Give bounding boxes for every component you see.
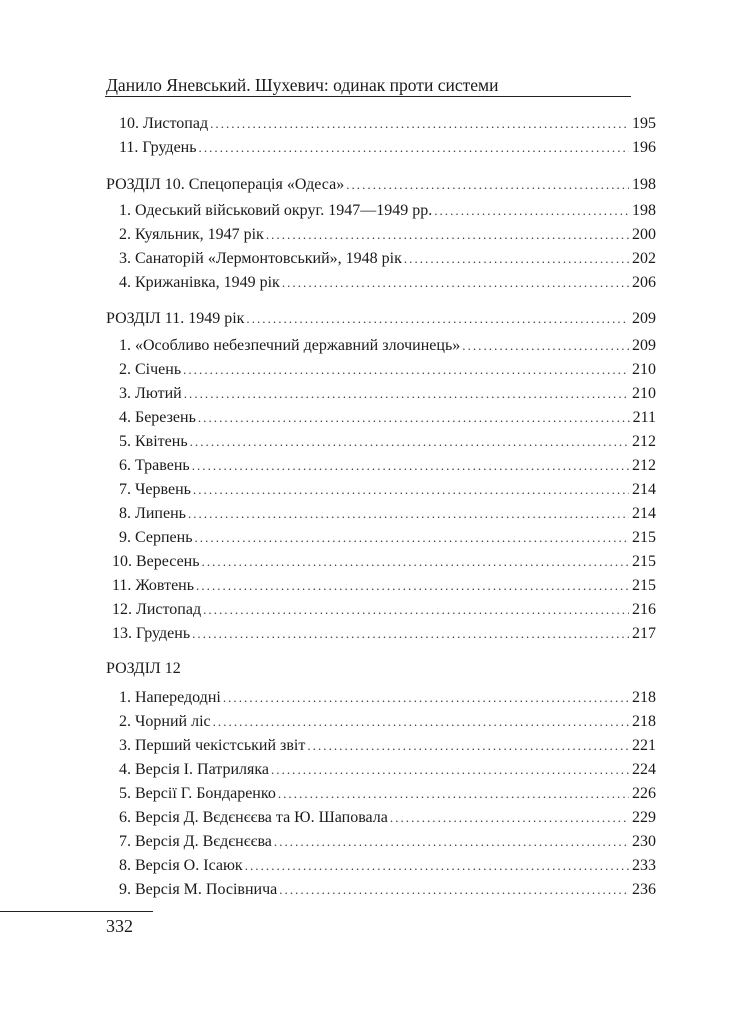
dot-leader: [346, 174, 629, 196]
toc-entry-page: 216: [632, 601, 656, 618]
toc-entry[interactable]: [119, 113, 656, 135]
toc-entry[interactable]: [119, 335, 656, 357]
toc-entry[interactable]: [119, 687, 656, 709]
dot-leader: [278, 783, 629, 805]
toc-entry-page: 212: [632, 457, 656, 474]
toc-entry[interactable]: [112, 623, 656, 645]
toc-entry-title: 10. Вересень: [112, 553, 200, 570]
toc-entry[interactable]: [119, 527, 656, 549]
toc-entry-page: 218: [632, 713, 656, 730]
toc-entry-title: 1. Одеський військовий округ. 1947—1949 рр.: [119, 202, 433, 219]
toc-chapter-heading[interactable]: [106, 174, 656, 196]
toc-entry[interactable]: [119, 879, 656, 901]
toc-entry-page: 215: [632, 529, 656, 546]
running-header: Данило Яневський. Шухевич: одинак проти системи: [106, 75, 499, 95]
page-number: 332: [106, 916, 133, 936]
toc-entry-page: 206: [632, 274, 656, 291]
toc-entry-title: РОЗДІЛ 10. Спецоперація «Одеса»: [106, 176, 345, 193]
dot-leader: [188, 503, 629, 525]
toc-entry[interactable]: [112, 575, 656, 597]
toc-entry[interactable]: [119, 137, 656, 159]
toc-chapter-heading[interactable]: РОЗДІЛ 12: [106, 660, 181, 677]
toc-entry-page: 200: [632, 226, 656, 243]
toc-entry-page: 198: [632, 202, 656, 219]
toc-entry[interactable]: [119, 807, 656, 829]
toc-entry-page: 210: [632, 361, 656, 378]
toc-entry-title: 12. Листопад: [112, 601, 202, 618]
toc-entry-title: 4. Версія І. Патриляка: [119, 761, 269, 778]
dot-leader: [282, 272, 629, 294]
toc-entry[interactable]: [119, 383, 656, 405]
toc-entry[interactable]: [119, 224, 656, 246]
toc-entry-title: 7. Червень: [119, 481, 191, 498]
toc-entry-title: РОЗДІЛ 11. 1949 рік: [106, 310, 245, 327]
dot-leader: [202, 551, 629, 573]
toc-entry-title: 3. Перший чекістський звіт: [119, 737, 306, 754]
toc-entry[interactable]: [119, 200, 656, 222]
dot-leader: [195, 527, 630, 549]
toc-entry[interactable]: [119, 759, 656, 781]
toc-entry-page: 215: [632, 553, 656, 570]
toc-entry-title: 13. Грудень: [112, 625, 191, 642]
dot-leader: [199, 137, 629, 159]
toc-entry-page: 224: [632, 761, 656, 778]
toc-entry-page: 226: [632, 785, 656, 802]
toc-entry-title: 11. Жовтень: [112, 577, 195, 594]
toc-entry-page: 218: [632, 689, 656, 706]
dot-leader: [404, 248, 629, 270]
footer-rule: [0, 911, 153, 912]
toc-entry-page: 215: [632, 577, 656, 594]
toc-entry-page: 212: [632, 433, 656, 450]
toc-entry-page: 209: [632, 310, 656, 327]
dot-leader: [213, 711, 629, 733]
toc-entry-page: 230: [632, 833, 656, 850]
dot-leader: [196, 575, 629, 597]
toc-entry-title: 10. Листопад: [119, 115, 209, 132]
toc-entry-page: 236: [632, 881, 656, 898]
toc-entry-title: 7. Версія Д. Вєдєнєєва: [119, 833, 272, 850]
dot-leader: [245, 855, 629, 877]
dot-leader: [434, 200, 629, 222]
toc-entry[interactable]: [119, 735, 656, 757]
dot-leader: [198, 407, 630, 429]
toc-entry-page: 217: [632, 625, 656, 642]
dot-leader: [246, 308, 629, 330]
toc-entry[interactable]: [119, 455, 656, 477]
dot-leader: [192, 455, 629, 477]
dot-leader: [266, 224, 629, 246]
toc-entry-title: 5. Версії Г. Бондаренко: [119, 785, 276, 802]
toc-entry[interactable]: [112, 599, 656, 621]
toc-entry-title: 5. Квітень: [119, 433, 188, 450]
toc-entry-page: 221: [632, 737, 656, 754]
toc-entry[interactable]: [119, 503, 656, 525]
toc-entry[interactable]: [119, 711, 656, 733]
dot-leader: [390, 807, 629, 829]
toc-entry-title: 2. Куяльник, 1947 рік: [119, 226, 264, 243]
toc-entry-page: 211: [632, 409, 656, 426]
toc-entry[interactable]: [119, 479, 656, 501]
toc-entry-title: 4. Крижанівка, 1949 рік: [119, 274, 280, 291]
toc-entry-page: 196: [632, 139, 656, 156]
toc-entry-page: 214: [632, 481, 656, 498]
toc-entry-title: 2. Січень: [119, 361, 182, 378]
dot-leader: [462, 335, 629, 357]
toc-entry[interactable]: [119, 855, 656, 877]
toc-entry[interactable]: [112, 551, 656, 573]
toc-entry[interactable]: [119, 783, 656, 805]
toc-entry[interactable]: [119, 272, 656, 294]
dot-leader: [279, 879, 629, 901]
dot-leader: [210, 113, 629, 135]
dot-leader: [271, 759, 629, 781]
toc-entry-page: 209: [632, 337, 656, 354]
toc-entry-title: 3. Санаторій «Лермонтовський», 1948 рік: [119, 250, 402, 267]
dot-leader: [184, 383, 629, 405]
dot-leader: [183, 359, 629, 381]
toc-entry-title: 3. Лютий: [119, 385, 182, 402]
toc-entry-title: 8. Липень: [119, 505, 186, 522]
toc-entry-title: 9. Версія М. Посівнича: [119, 881, 278, 898]
toc-entry[interactable]: [119, 407, 656, 429]
toc-entry-page: 198: [632, 176, 656, 193]
dot-leader: [193, 479, 629, 501]
dot-leader: [274, 831, 629, 853]
dot-leader: [307, 735, 629, 757]
dot-leader: [190, 431, 629, 453]
toc-entry-page: 214: [632, 505, 656, 522]
toc-entry-title: 9. Серпень: [119, 529, 193, 546]
toc-entry-title: 6. Травень: [119, 457, 190, 474]
toc-entry-title: 1. Напередодні: [119, 689, 221, 706]
toc-entry[interactable]: [119, 248, 656, 270]
toc-entry[interactable]: [119, 831, 656, 853]
dot-leader: [223, 687, 629, 709]
dot-leader: [192, 623, 629, 645]
toc-entry-title: 4. Березень: [119, 409, 196, 426]
toc-entry-page: 210: [632, 385, 656, 402]
toc-entry-page: 195: [632, 115, 656, 132]
toc-entry-page: 233: [632, 857, 656, 874]
toc-entry-page: 229: [632, 809, 656, 826]
toc-chapter-heading[interactable]: [106, 308, 656, 330]
toc-entry[interactable]: [119, 431, 656, 453]
toc-entry-page: 202: [632, 250, 656, 267]
toc-entry-title: 8. Версія О. Ісаюк: [119, 857, 243, 874]
toc-entry-title: 11. Грудень: [119, 139, 197, 156]
toc-entry-title: 6. Версія Д. Вєдєнєєва та Ю. Шаповала: [119, 809, 388, 826]
toc-entry-title: 1. «Особливо небезпечний державний злочинець»: [119, 337, 461, 354]
dot-leader: [203, 599, 629, 621]
toc-entry[interactable]: [119, 359, 656, 381]
toc-entry-title: 2. Чорний ліс: [119, 713, 211, 730]
